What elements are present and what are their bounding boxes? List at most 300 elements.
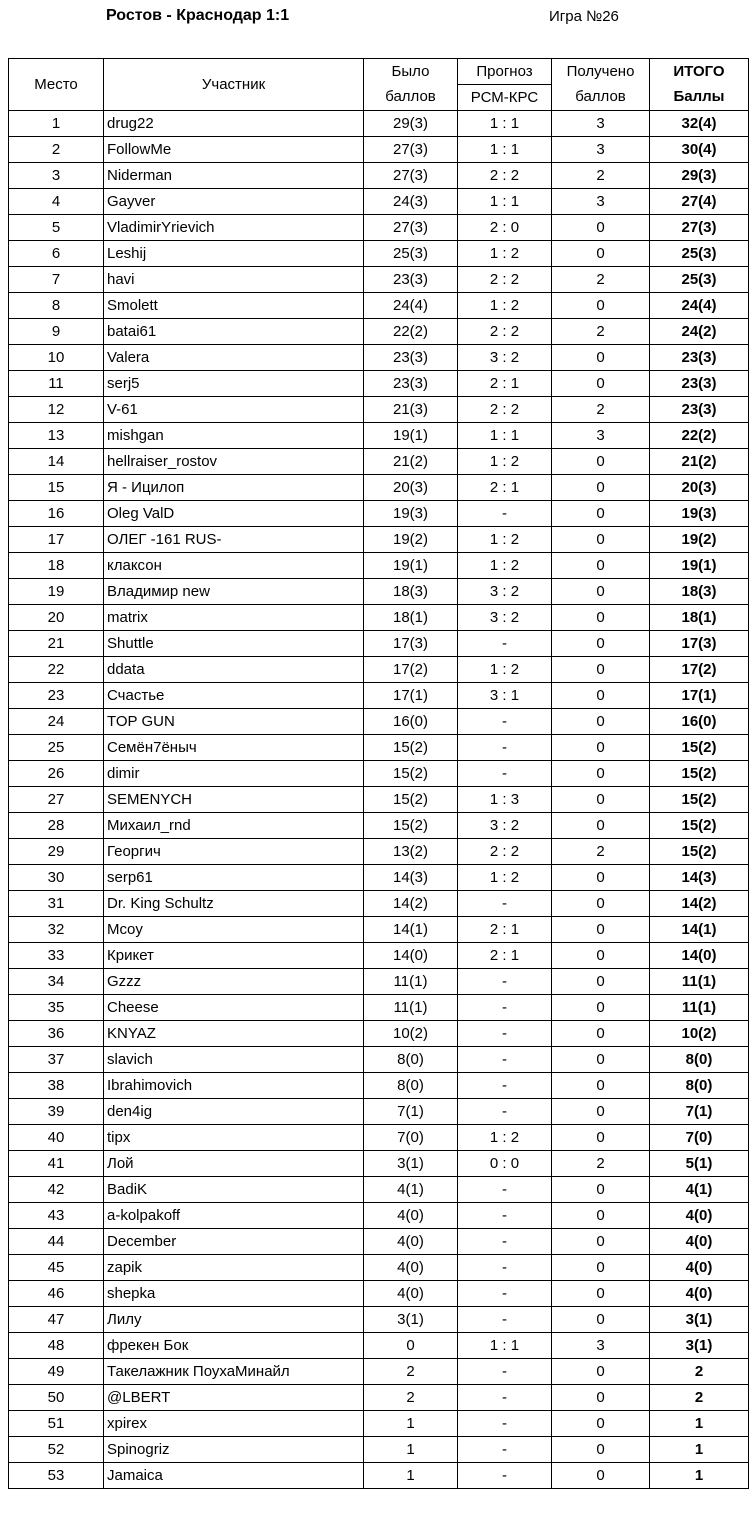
row-forecast: 1 : 2 (458, 865, 552, 891)
row-got-points: 0 (552, 995, 650, 1021)
row-participant: Счастье (104, 683, 364, 709)
row-forecast: - (458, 709, 552, 735)
col-header-participant: Участник (104, 59, 364, 111)
row-total-points: 4(0) (650, 1229, 749, 1255)
row-place: 15 (9, 475, 104, 501)
table-row (9, 657, 749, 683)
row-participant: Valera (104, 345, 364, 371)
row-forecast: - (458, 761, 552, 787)
row-participant: ddata (104, 657, 364, 683)
table-row (9, 865, 749, 891)
row-total-points: 4(0) (650, 1281, 749, 1307)
row-total-points: 18(1) (650, 605, 749, 631)
row-total-points: 16(0) (650, 709, 749, 735)
row-forecast: 1 : 2 (458, 657, 552, 683)
row-forecast: - (458, 1281, 552, 1307)
row-got-points: 0 (552, 1463, 650, 1489)
row-got-points: 2 (552, 267, 650, 293)
table-row (9, 1203, 749, 1229)
row-got-points: 0 (552, 553, 650, 579)
row-total-points: 5(1) (650, 1151, 749, 1177)
row-forecast: 1 : 1 (458, 111, 552, 137)
row-was-points: 4(0) (364, 1281, 458, 1307)
row-total-points: 20(3) (650, 475, 749, 501)
row-was-points: 1 (364, 1411, 458, 1437)
row-place: 18 (9, 553, 104, 579)
row-total-points: 19(1) (650, 553, 749, 579)
row-forecast: 3 : 2 (458, 813, 552, 839)
row-total-points: 11(1) (650, 969, 749, 995)
row-participant: a-kolpakoff (104, 1203, 364, 1229)
table-row (9, 163, 749, 189)
table-body (9, 111, 749, 1489)
row-forecast: 1 : 1 (458, 1333, 552, 1359)
row-participant: Георгич (104, 839, 364, 865)
row-total-points: 10(2) (650, 1021, 749, 1047)
row-forecast: - (458, 1255, 552, 1281)
table-row (9, 1463, 749, 1489)
row-was-points: 29(3) (364, 111, 458, 137)
row-was-points: 8(0) (364, 1073, 458, 1099)
row-participant: tipx (104, 1125, 364, 1151)
row-forecast: - (458, 1463, 552, 1489)
row-total-points: 8(0) (650, 1073, 749, 1099)
row-got-points: 0 (552, 891, 650, 917)
row-was-points: 19(1) (364, 553, 458, 579)
row-place: 8 (9, 293, 104, 319)
table-row (9, 1333, 749, 1359)
table-row (9, 787, 749, 813)
row-got-points: 0 (552, 605, 650, 631)
table-row (9, 1359, 749, 1385)
table-row (9, 475, 749, 501)
row-was-points: 4(0) (364, 1255, 458, 1281)
row-participant: @LBERT (104, 1385, 364, 1411)
row-place: 32 (9, 917, 104, 943)
row-place: 11 (9, 371, 104, 397)
row-forecast: - (458, 1073, 552, 1099)
row-place: 23 (9, 683, 104, 709)
row-got-points: 0 (552, 1073, 650, 1099)
row-was-points: 17(1) (364, 683, 458, 709)
table-row (9, 969, 749, 995)
row-place: 30 (9, 865, 104, 891)
row-forecast: 3 : 2 (458, 605, 552, 631)
row-total-points: 14(0) (650, 943, 749, 969)
row-place: 19 (9, 579, 104, 605)
table-row (9, 1255, 749, 1281)
row-was-points: 4(1) (364, 1177, 458, 1203)
row-place: 26 (9, 761, 104, 787)
row-place: 51 (9, 1411, 104, 1437)
row-forecast: 2 : 2 (458, 319, 552, 345)
row-was-points: 20(3) (364, 475, 458, 501)
table-row (9, 293, 749, 319)
row-participant: Spinogriz (104, 1437, 364, 1463)
row-participant: havi (104, 267, 364, 293)
row-total-points: 17(1) (650, 683, 749, 709)
row-place: 37 (9, 1047, 104, 1073)
row-total-points: 19(2) (650, 527, 749, 553)
row-forecast: - (458, 1177, 552, 1203)
row-got-points: 0 (552, 683, 650, 709)
col-header-got-top: Получено (552, 59, 650, 85)
row-total-points: 2 (650, 1385, 749, 1411)
row-forecast: - (458, 1385, 552, 1411)
row-was-points: 7(0) (364, 1125, 458, 1151)
row-got-points: 3 (552, 423, 650, 449)
row-was-points: 27(3) (364, 215, 458, 241)
row-participant: Крикет (104, 943, 364, 969)
row-total-points: 21(2) (650, 449, 749, 475)
row-got-points: 3 (552, 137, 650, 163)
row-total-points: 8(0) (650, 1047, 749, 1073)
row-total-points: 3(1) (650, 1333, 749, 1359)
row-participant: KNYAZ (104, 1021, 364, 1047)
col-header-was-top: Было (364, 59, 458, 85)
row-total-points: 29(3) (650, 163, 749, 189)
row-place: 6 (9, 241, 104, 267)
row-was-points: 1 (364, 1437, 458, 1463)
table-row (9, 397, 749, 423)
row-participant: ОЛЕГ -161 RUS- (104, 527, 364, 553)
row-got-points: 0 (552, 1437, 650, 1463)
row-participant: xpirex (104, 1411, 364, 1437)
row-was-points: 24(3) (364, 189, 458, 215)
row-place: 35 (9, 995, 104, 1021)
row-forecast: 3 : 1 (458, 683, 552, 709)
table-row (9, 1021, 749, 1047)
table-row (9, 423, 749, 449)
row-was-points: 10(2) (364, 1021, 458, 1047)
row-forecast: - (458, 1411, 552, 1437)
row-forecast: - (458, 631, 552, 657)
row-participant: Михаил_rnd (104, 813, 364, 839)
row-total-points: 17(2) (650, 657, 749, 683)
row-forecast: - (458, 735, 552, 761)
table-row (9, 631, 749, 657)
row-participant: Leshij (104, 241, 364, 267)
row-was-points: 11(1) (364, 995, 458, 1021)
row-participant: Я - Ицилоп (104, 475, 364, 501)
row-place: 10 (9, 345, 104, 371)
row-total-points: 18(3) (650, 579, 749, 605)
row-was-points: 15(2) (364, 813, 458, 839)
row-was-points: 17(3) (364, 631, 458, 657)
row-got-points: 0 (552, 1229, 650, 1255)
row-got-points: 0 (552, 657, 650, 683)
table-row (9, 1411, 749, 1437)
row-participant: Smolett (104, 293, 364, 319)
page-title: Ростов - Краснодар 1:1 (106, 7, 290, 24)
row-got-points: 3 (552, 111, 650, 137)
table-row (9, 1385, 749, 1411)
table-row (9, 839, 749, 865)
row-total-points: 14(1) (650, 917, 749, 943)
table-row (9, 449, 749, 475)
row-forecast: 2 : 1 (458, 943, 552, 969)
row-got-points: 0 (552, 579, 650, 605)
row-was-points: 18(3) (364, 579, 458, 605)
row-forecast: 2 : 2 (458, 163, 552, 189)
row-was-points: 19(1) (364, 423, 458, 449)
row-got-points: 0 (552, 761, 650, 787)
row-forecast: - (458, 995, 552, 1021)
row-total-points: 30(4) (650, 137, 749, 163)
row-got-points: 0 (552, 735, 650, 761)
row-participant: Niderman (104, 163, 364, 189)
row-was-points: 14(0) (364, 943, 458, 969)
row-got-points: 0 (552, 215, 650, 241)
row-participant: zapik (104, 1255, 364, 1281)
row-forecast: 3 : 2 (458, 345, 552, 371)
row-forecast: 3 : 2 (458, 579, 552, 605)
row-got-points: 0 (552, 1021, 650, 1047)
row-forecast: - (458, 891, 552, 917)
row-got-points: 0 (552, 293, 650, 319)
row-place: 42 (9, 1177, 104, 1203)
row-participant: фрекен Бок (104, 1333, 364, 1359)
row-participant: batai61 (104, 319, 364, 345)
row-total-points: 15(2) (650, 839, 749, 865)
row-forecast: 1 : 2 (458, 293, 552, 319)
row-got-points: 0 (552, 1125, 650, 1151)
row-total-points: 23(3) (650, 397, 749, 423)
row-forecast: - (458, 1307, 552, 1333)
row-got-points: 0 (552, 1047, 650, 1073)
row-forecast: 2 : 2 (458, 267, 552, 293)
col-header-place: Место (9, 59, 104, 111)
row-got-points: 0 (552, 787, 650, 813)
row-participant: slavich (104, 1047, 364, 1073)
row-forecast: - (458, 969, 552, 995)
game-number: Игра №26 (549, 8, 619, 25)
row-place: 9 (9, 319, 104, 345)
row-participant: Gayver (104, 189, 364, 215)
table-row (9, 1307, 749, 1333)
col-header-forecast-top: Прогноз (458, 59, 552, 85)
table-row (9, 943, 749, 969)
table-row (9, 1229, 749, 1255)
row-forecast: 2 : 1 (458, 371, 552, 397)
row-participant: клаксон (104, 553, 364, 579)
table-row (9, 1099, 749, 1125)
row-participant: serj5 (104, 371, 364, 397)
table-row (9, 527, 749, 553)
row-forecast: 1 : 1 (458, 137, 552, 163)
row-was-points: 14(1) (364, 917, 458, 943)
row-place: 27 (9, 787, 104, 813)
table-row (9, 579, 749, 605)
row-participant: BadiK (104, 1177, 364, 1203)
row-place: 39 (9, 1099, 104, 1125)
row-was-points: 2 (364, 1385, 458, 1411)
row-got-points: 0 (552, 1255, 650, 1281)
col-header-was-bottom: баллов (364, 85, 458, 111)
row-place: 22 (9, 657, 104, 683)
row-total-points: 14(2) (650, 891, 749, 917)
col-header-total-top: ИТОГО (650, 59, 749, 85)
row-got-points: 2 (552, 319, 650, 345)
row-total-points: 19(3) (650, 501, 749, 527)
row-place: 21 (9, 631, 104, 657)
row-forecast: 1 : 3 (458, 787, 552, 813)
row-participant: hellraiser_rostov (104, 449, 364, 475)
row-forecast: 1 : 2 (458, 241, 552, 267)
row-forecast: - (458, 1203, 552, 1229)
row-got-points: 0 (552, 813, 650, 839)
row-total-points: 4(1) (650, 1177, 749, 1203)
col-header-got-bottom: баллов (552, 85, 650, 111)
row-was-points: 17(2) (364, 657, 458, 683)
row-total-points: 27(3) (650, 215, 749, 241)
row-got-points: 0 (552, 1099, 650, 1125)
row-got-points: 0 (552, 241, 650, 267)
row-place: 50 (9, 1385, 104, 1411)
row-forecast: 1 : 2 (458, 553, 552, 579)
row-participant: mishgan (104, 423, 364, 449)
row-participant: dimir (104, 761, 364, 787)
row-got-points: 0 (552, 345, 650, 371)
row-participant: VladimirYrievich (104, 215, 364, 241)
row-total-points: 24(4) (650, 293, 749, 319)
row-got-points: 0 (552, 501, 650, 527)
row-place: 14 (9, 449, 104, 475)
row-was-points: 13(2) (364, 839, 458, 865)
row-place: 46 (9, 1281, 104, 1307)
row-was-points: 0 (364, 1333, 458, 1359)
row-place: 41 (9, 1151, 104, 1177)
row-participant: serp61 (104, 865, 364, 891)
row-place: 33 (9, 943, 104, 969)
row-total-points: 22(2) (650, 423, 749, 449)
table-row (9, 1281, 749, 1307)
row-total-points: 24(2) (650, 319, 749, 345)
table-row (9, 189, 749, 215)
row-got-points: 0 (552, 1203, 650, 1229)
row-was-points: 23(3) (364, 345, 458, 371)
row-was-points: 3(1) (364, 1307, 458, 1333)
row-was-points: 7(1) (364, 1099, 458, 1125)
row-place: 52 (9, 1437, 104, 1463)
row-participant: Shuttle (104, 631, 364, 657)
row-got-points: 0 (552, 1385, 650, 1411)
row-was-points: 8(0) (364, 1047, 458, 1073)
row-place: 31 (9, 891, 104, 917)
row-place: 45 (9, 1255, 104, 1281)
row-got-points: 0 (552, 917, 650, 943)
row-total-points: 27(4) (650, 189, 749, 215)
table-row (9, 241, 749, 267)
row-total-points: 15(2) (650, 787, 749, 813)
row-place: 43 (9, 1203, 104, 1229)
row-place: 24 (9, 709, 104, 735)
col-header-forecast-bottom: РСМ-КРС (458, 85, 552, 111)
row-was-points: 23(3) (364, 267, 458, 293)
table-row (9, 1073, 749, 1099)
row-place: 13 (9, 423, 104, 449)
row-place: 29 (9, 839, 104, 865)
row-total-points: 7(1) (650, 1099, 749, 1125)
row-place: 20 (9, 605, 104, 631)
table-row (9, 917, 749, 943)
row-was-points: 4(0) (364, 1229, 458, 1255)
row-got-points: 0 (552, 865, 650, 891)
table-row (9, 345, 749, 371)
row-got-points: 0 (552, 1307, 650, 1333)
row-participant: Ibrahimovich (104, 1073, 364, 1099)
row-place: 17 (9, 527, 104, 553)
table-row (9, 371, 749, 397)
row-was-points: 25(3) (364, 241, 458, 267)
table-row (9, 813, 749, 839)
table-header (9, 59, 749, 111)
row-total-points: 4(0) (650, 1255, 749, 1281)
row-got-points: 0 (552, 943, 650, 969)
row-was-points: 18(1) (364, 605, 458, 631)
row-total-points: 3(1) (650, 1307, 749, 1333)
row-was-points: 27(3) (364, 163, 458, 189)
table-row (9, 319, 749, 345)
table-row (9, 683, 749, 709)
row-got-points: 0 (552, 475, 650, 501)
row-place: 34 (9, 969, 104, 995)
table-row (9, 1177, 749, 1203)
row-total-points: 1 (650, 1411, 749, 1437)
row-was-points: 1 (364, 1463, 458, 1489)
row-forecast: 1 : 2 (458, 527, 552, 553)
row-total-points: 23(3) (650, 345, 749, 371)
row-got-points: 3 (552, 189, 650, 215)
row-total-points: 15(2) (650, 813, 749, 839)
row-participant: Dr. King Schultz (104, 891, 364, 917)
row-was-points: 22(2) (364, 319, 458, 345)
row-forecast: - (458, 1047, 552, 1073)
row-total-points: 4(0) (650, 1203, 749, 1229)
row-participant: Лилу (104, 1307, 364, 1333)
row-was-points: 14(3) (364, 865, 458, 891)
table-row (9, 1125, 749, 1151)
row-forecast: 2 : 2 (458, 397, 552, 423)
table-row (9, 761, 749, 787)
row-forecast: - (458, 1229, 552, 1255)
table-row (9, 891, 749, 917)
row-total-points: 17(3) (650, 631, 749, 657)
row-total-points: 1 (650, 1463, 749, 1489)
row-participant: Семён7ёныч (104, 735, 364, 761)
table-row (9, 995, 749, 1021)
row-place: 28 (9, 813, 104, 839)
row-total-points: 11(1) (650, 995, 749, 1021)
row-place: 12 (9, 397, 104, 423)
row-participant: Владимир new (104, 579, 364, 605)
row-participant: FollowMe (104, 137, 364, 163)
row-forecast: 2 : 1 (458, 917, 552, 943)
table-row (9, 1437, 749, 1463)
row-was-points: 2 (364, 1359, 458, 1385)
row-participant: Jamaica (104, 1463, 364, 1489)
row-total-points: 32(4) (650, 111, 749, 137)
table-row (9, 111, 749, 137)
row-place: 3 (9, 163, 104, 189)
row-total-points: 23(3) (650, 371, 749, 397)
row-forecast: 1 : 2 (458, 449, 552, 475)
row-participant: matrix (104, 605, 364, 631)
row-place: 4 (9, 189, 104, 215)
row-participant: drug22 (104, 111, 364, 137)
row-got-points: 0 (552, 969, 650, 995)
table-row (9, 709, 749, 735)
